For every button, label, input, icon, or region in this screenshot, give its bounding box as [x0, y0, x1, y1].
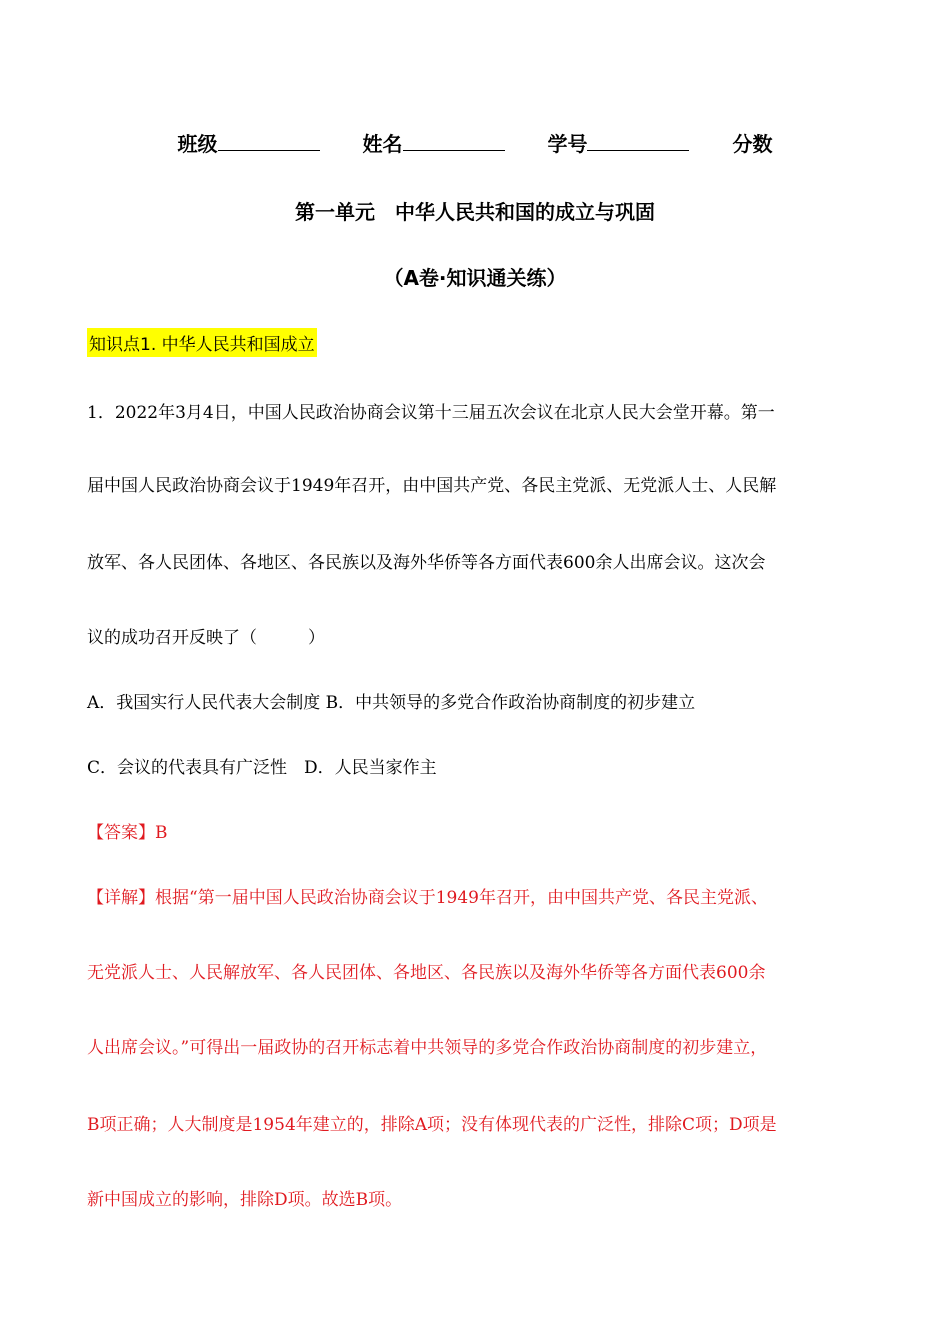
options-line-1: A．我国实行人民代表大会制度 B．中共领导的多党合作政治协商制度的初步建立 [87, 693, 696, 713]
unit-title: 第一单元 中华人民共和国的成立与巩固 [295, 200, 655, 224]
options-line-2: C．会议的代表具有广泛性 D．人民当家作主 [87, 758, 437, 778]
score-label: 分数 [732, 132, 773, 156]
answer-value: B [155, 823, 168, 843]
question-line-2: 届中国人民政治协商会议于1949年召开，由中国共产党、各民主党派、无党派人士、人民解 [87, 476, 777, 496]
explanation-line-4: B项正确；人大制度是1954年建立的，排除A项；没有体现代表的广泛性，排除C项；D项是 [87, 1115, 777, 1135]
answer-line [87, 818, 168, 843]
class-field [178, 128, 320, 157]
id-blank [587, 132, 689, 151]
id-label: 学号 [547, 132, 588, 156]
explanation-line-5: 新中国成立的影响，排除D项。故选B项。 [87, 1190, 403, 1210]
id-field [547, 128, 689, 157]
explanation-line-1 [87, 883, 768, 908]
explanation-line-2: 无党派人士、人民解放军、各人民团体、各地区、各民族以及海外华侨等各方面代表600余 [87, 963, 766, 983]
question-line-4: 议的成功召开反映了（ ） [87, 628, 325, 648]
name-label: 姓名 [362, 132, 403, 156]
name-field [363, 128, 505, 157]
explanation-line-3: 人出席会议。”可得出一届政协的召开标志着中共领导的多党合作政治协商制度的初步建立， [87, 1038, 768, 1058]
explanation-text-1: 根据“第一届中国人民政治协商会议于1949年召开，由中国共产党、各民主党派、 [155, 888, 768, 908]
question-line-3: 放军、各人民团体、各地区、各民族以及海外华侨等各方面代表600余人出席会议。这次会 [87, 553, 766, 573]
name-blank [403, 132, 505, 151]
class-blank [218, 132, 320, 151]
knowledge-point-heading: 知识点1. 中华人民共和国成立 [87, 328, 317, 357]
score-field [732, 128, 772, 157]
class-label: 班级 [177, 132, 218, 156]
answer-label: 【答案】 [87, 823, 155, 843]
unit-subtitle: （A卷·知识通关练） [383, 266, 567, 290]
explanation-label: 【详解】 [87, 888, 155, 908]
question-line-1: 1．2022年3月4日，中国人民政治协商会议第十三届五次会议在北京人民大会堂开幕。第一 [87, 403, 775, 423]
student-info-line [0, 128, 950, 157]
